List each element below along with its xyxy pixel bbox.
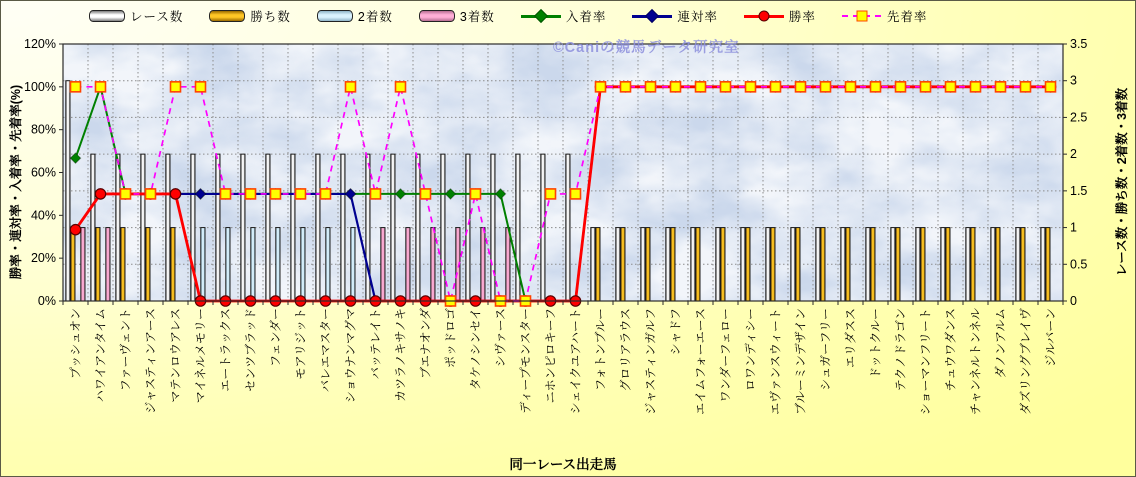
x-axis-title: 同一レース出走馬	[509, 457, 617, 472]
bar	[716, 228, 720, 301]
y-left-tick-label: 120%	[24, 37, 56, 51]
legend-item-wins[interactable]	[209, 7, 291, 25]
legend-swatch-quinella-rate-line	[632, 10, 672, 22]
legend-square-marker-icon	[856, 11, 867, 22]
bar	[796, 228, 800, 301]
bar	[766, 228, 770, 301]
x-category-label: テクノドラゴン	[893, 308, 908, 392]
x-category-labels	[69, 308, 1058, 415]
legend-swatch-win-rate-line	[744, 10, 784, 22]
legend-item-races[interactable]	[89, 7, 183, 25]
legend-label-place-rate: 入着率	[565, 10, 607, 24]
x-category-label: チャンネルトンネル	[968, 308, 983, 415]
bar	[566, 154, 570, 301]
bar	[591, 228, 595, 301]
bar	[166, 154, 170, 301]
y-right-tick-label: 3.5	[1070, 37, 1088, 51]
bar	[216, 154, 220, 301]
bar	[341, 154, 345, 301]
bar	[466, 154, 470, 301]
bar	[106, 228, 110, 301]
x-category-label: タケノシンセイ	[468, 308, 483, 391]
bar	[116, 154, 120, 301]
x-category-label: センツブラッド	[243, 308, 258, 392]
bar	[506, 228, 510, 301]
x-category-label: エートラックス	[218, 308, 233, 392]
bar	[671, 228, 675, 301]
y-right-tick-label: 0	[1070, 294, 1077, 308]
bar	[921, 228, 925, 301]
bar	[276, 228, 280, 301]
bar	[841, 228, 845, 301]
bar	[816, 228, 820, 301]
x-category-label: ダズリングブレイヴ	[1018, 308, 1033, 415]
legend-item-place-rate[interactable]	[521, 7, 607, 25]
x-category-label: チュウワダンス	[943, 308, 958, 392]
bar	[391, 154, 395, 301]
legend-item-quinella-rate[interactable]	[632, 7, 718, 25]
legend-diamond-marker-icon	[534, 9, 548, 23]
bar	[941, 228, 945, 301]
bar	[646, 228, 650, 301]
bar	[481, 228, 485, 301]
bar	[621, 228, 625, 301]
bar	[71, 228, 75, 301]
bar	[326, 228, 330, 301]
legend-item-thirds[interactable]	[419, 7, 495, 25]
bar	[491, 154, 495, 301]
bar	[771, 228, 775, 301]
legend-diamond-marker-icon	[645, 9, 659, 23]
x-category-label: ロワンディシー	[743, 308, 758, 392]
x-category-label: バッテレイト	[368, 308, 383, 380]
x-category-label: プッシュオン	[68, 308, 83, 379]
legend-label-seconds: 2着数	[357, 10, 393, 24]
y-left-tick-label: 40%	[30, 208, 56, 223]
bar	[896, 228, 900, 301]
x-category-label: シュガーフリー	[818, 308, 833, 391]
bar	[791, 228, 795, 301]
bar	[691, 228, 695, 301]
x-category-label: ショーマンフリート	[918, 308, 933, 416]
legend-item-win-rate[interactable]	[744, 7, 816, 25]
bar	[866, 228, 870, 301]
chart-legend	[89, 7, 927, 25]
legend-circle-marker-icon	[758, 11, 769, 22]
bar	[916, 228, 920, 301]
y-right-tick-label: 3	[1070, 73, 1077, 88]
bar	[416, 154, 420, 301]
y-left-tick-label: 0%	[37, 294, 56, 308]
legend-label-thirds: 3着数	[459, 10, 495, 24]
bar	[251, 228, 255, 301]
bar	[266, 154, 270, 301]
x-category-label: ジルバーン	[1043, 308, 1058, 367]
bar	[971, 228, 975, 301]
y-left-tick-label: 80%	[30, 122, 56, 137]
bar	[441, 154, 445, 301]
x-category-label: シヴァース	[493, 308, 508, 368]
x-category-label: エヴァンスウィート	[768, 308, 783, 415]
bar	[641, 228, 645, 301]
bar	[121, 228, 125, 301]
x-category-label: マテンロウアレス	[168, 308, 183, 403]
x-category-label: ワンダーフェロー	[718, 308, 733, 403]
y-axis-left-title: 勝率・連対率・入着率・先着率(%)	[9, 84, 23, 280]
y-left-tick-label: 60%	[30, 165, 56, 180]
x-category-label: モアリジット	[293, 308, 308, 380]
bar	[146, 228, 150, 301]
watermark-text: ©Caniの競馬データ研究室	[553, 40, 740, 56]
y-left-tick-label: 100%	[24, 79, 56, 94]
bar	[91, 154, 95, 301]
y-right-tick-label: 2.5	[1070, 110, 1088, 125]
legend-label-win-rate: 勝率	[788, 10, 816, 24]
bar	[381, 228, 385, 301]
legend-swatch-place-rate-line	[521, 10, 561, 22]
y-right-tick-label: 1	[1070, 220, 1077, 235]
bar	[821, 228, 825, 301]
bar	[351, 228, 355, 301]
bar	[741, 228, 745, 301]
y-right-tick-label: 0.5	[1070, 257, 1088, 272]
bar	[596, 228, 600, 301]
bar	[226, 228, 230, 301]
bar	[846, 228, 850, 301]
x-category-label: ディープモンスター	[518, 308, 533, 414]
legend-label-races: レース数	[130, 10, 184, 24]
legend-label-quinella-rate: 連対率	[677, 10, 718, 24]
x-category-label: グロリアラウス	[618, 308, 633, 392]
x-category-label: フェンダー	[268, 308, 283, 367]
bar	[316, 154, 320, 301]
x-category-label: ショウナンマグマ	[343, 308, 358, 404]
bar	[1046, 228, 1050, 301]
x-category-label: カツラノキサノキ	[393, 308, 408, 402]
x-category-label: シャドフ	[668, 308, 683, 356]
y-left-tick-label: 20%	[30, 251, 56, 266]
chart-plot[interactable]	[1, 1, 1136, 477]
x-category-label: エイムフォーエース	[693, 308, 708, 415]
x-category-label: マイネルメモリー	[193, 308, 208, 404]
y-right-tick-label: 2	[1070, 147, 1077, 162]
legend-swatch-wins-bar	[209, 10, 245, 22]
bar	[1041, 228, 1045, 301]
bar	[291, 154, 295, 301]
legend-swatch-races-bar	[89, 10, 125, 22]
bar	[721, 228, 725, 301]
x-category-label: シェイクユアハート	[568, 308, 583, 415]
x-category-label: ニホンピロキーフ	[543, 308, 558, 404]
bar	[201, 228, 205, 301]
x-category-label: ダノンアルム	[993, 308, 1008, 379]
bar	[96, 228, 100, 301]
x-category-label: フォトンブルー	[593, 308, 608, 391]
bar	[301, 228, 305, 301]
legend-swatch-seconds-bar	[317, 10, 353, 22]
bar	[171, 228, 175, 301]
bar	[891, 228, 895, 301]
bar	[1016, 228, 1020, 301]
y-axis-right-title: レース数・勝ち数・2着数・3着数	[1115, 87, 1129, 277]
legend-label-wins: 勝ち数	[250, 10, 291, 24]
legend-label-finish-ahead-rate: 先着率	[886, 10, 928, 24]
legend-swatch-finish-ahead-rate-line	[842, 10, 882, 22]
x-category-label: ブエナオンダ	[418, 308, 433, 379]
bar	[66, 81, 70, 301]
x-category-label: ドットクルー	[868, 308, 883, 379]
bar	[431, 228, 435, 301]
x-category-label: ジャスティンガルフ	[643, 308, 658, 415]
x-category-label: バレエマスター	[318, 308, 333, 393]
bar	[996, 228, 1000, 301]
y-right-tick-label: 1.5	[1070, 183, 1088, 198]
bar	[81, 228, 85, 301]
bar	[616, 228, 620, 301]
x-category-label: ハワイアンタイム	[93, 308, 108, 403]
legend-swatch-thirds-bar	[419, 10, 455, 22]
bar	[871, 228, 875, 301]
bar	[696, 228, 700, 301]
x-category-label: ジャスティンアース	[143, 308, 158, 414]
bar	[666, 228, 670, 301]
bar	[966, 228, 970, 301]
bar	[991, 228, 995, 301]
x-category-label: ファーヴェント	[118, 308, 133, 392]
x-category-label: ブルーミンデザイン	[793, 308, 808, 415]
bar	[746, 228, 750, 301]
bar	[241, 154, 245, 301]
x-category-label: ポッドロゴ	[443, 308, 458, 369]
x-category-label: エリダスス	[843, 308, 858, 369]
bar	[946, 228, 950, 301]
bar	[141, 154, 145, 301]
legend-item-finish-ahead-rate[interactable]	[842, 7, 928, 25]
bar	[1021, 228, 1025, 301]
legend-item-seconds[interactable]	[317, 7, 393, 25]
bar	[406, 228, 410, 301]
